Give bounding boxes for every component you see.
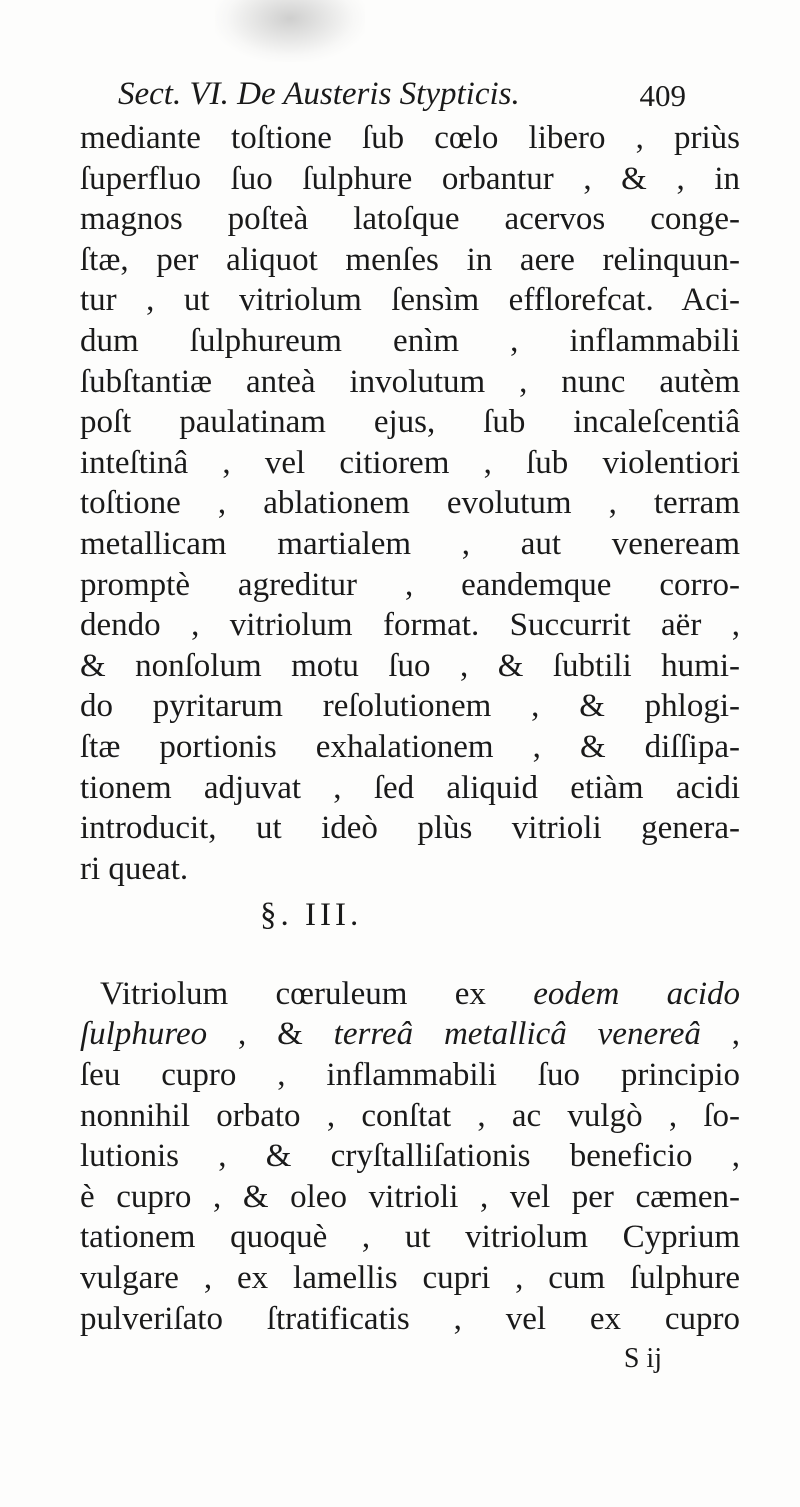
italic-phrase: eodem acido [533, 975, 740, 1012]
text-run: ſeu cupro , inflammabili ſuo principio [80, 1057, 740, 1094]
italic-phrase: ſulphureo [80, 1016, 208, 1053]
text-line: promptè agreditur , eandemque corro- [80, 566, 740, 603]
text-line: tur , ut vitriolum ſensìm efflorefcat. Aci- [80, 282, 740, 319]
text-line: dum ſulphureum enìm , inflammabili [80, 322, 740, 359]
text-run: pulveriſato ſtratificatis , vel ex cupro [80, 1300, 740, 1337]
text-line: inteſtinâ , vel citiorem , ſub violentiori [80, 444, 740, 481]
text-line [80, 1258, 740, 1299]
text-line: ſuperfluo ſuo ſulphure orbantur , & , in [80, 160, 740, 197]
text-line: ri queat. [80, 850, 189, 887]
text-line [80, 974, 740, 1015]
paragraph-1 [80, 118, 740, 889]
italic-phrase: terreâ metallicâ venereâ [333, 1016, 701, 1053]
text-run: è cupro , & oleo vitrioli , vel per cæmen- [80, 1178, 740, 1215]
text-run: nonnihil orbato , conſtat , ac vulgò , ſo- [80, 1097, 740, 1134]
text-line: tionem adjuvat , ſed aliquid etiàm acidi [80, 769, 740, 806]
text-line: poſt paulatinam ejus, ſub incaleſcentiâ [80, 404, 740, 441]
text-line [80, 1096, 740, 1137]
text-line [80, 1177, 740, 1218]
signature-mark: S ij [623, 1343, 662, 1375]
paragraph-2 [80, 974, 740, 1339]
text-run: lutionis , & cryſtalliſationis beneficio , [80, 1138, 740, 1175]
text-run: vulgare , ex lamellis cupri , cum ſulphure [80, 1260, 740, 1297]
running-head [118, 76, 686, 122]
text-line: ſubſtantiæ anteà involutum , nunc autèm [80, 363, 740, 400]
body-text [80, 118, 740, 1380]
section-mark: §. III. [260, 897, 363, 934]
text-line: ſtæ, per aliquot menſes in aere relinquun- [80, 241, 740, 278]
ink-smudge [215, 0, 365, 62]
text-line: metallicam martialem , aut veneream [80, 525, 740, 562]
text-run: , & [207, 1016, 334, 1053]
text-line [80, 1217, 740, 1258]
text-run: Vitriolum cœruleum ex [100, 975, 534, 1012]
text-line: magnos poſteà latoſque acervos conge- [80, 201, 740, 238]
text-line: do pyritarum reſolutionem , & phlogi- [80, 688, 740, 725]
text-line [80, 1055, 740, 1096]
text-line: mediante toſtione ſub cœlo libero , priùs [80, 120, 740, 156]
text-run: , [700, 1016, 740, 1053]
text-line [80, 1136, 740, 1177]
text-run: tationem quoquè , ut vitriolum Cyprium [80, 1219, 740, 1256]
text-line: dendo , vitriolum format. Succurrit aër , [80, 607, 740, 644]
text-line [80, 1014, 740, 1055]
text-line: ſtæ portionis exhalationem , & diſſipa- [80, 728, 740, 765]
text-line: & nonſolum motu ſuo , & ſubtili humi- [80, 647, 740, 684]
text-line: introducit, ut ideò plùs vitrioli genera- [80, 810, 740, 847]
text-line [80, 1299, 740, 1340]
running-title: Sect. VI. De Austeris Stypticis. [118, 76, 520, 112]
page-number: 409 [639, 78, 686, 113]
text-line: toſtione , ablationem evolutum , terram [80, 485, 740, 522]
